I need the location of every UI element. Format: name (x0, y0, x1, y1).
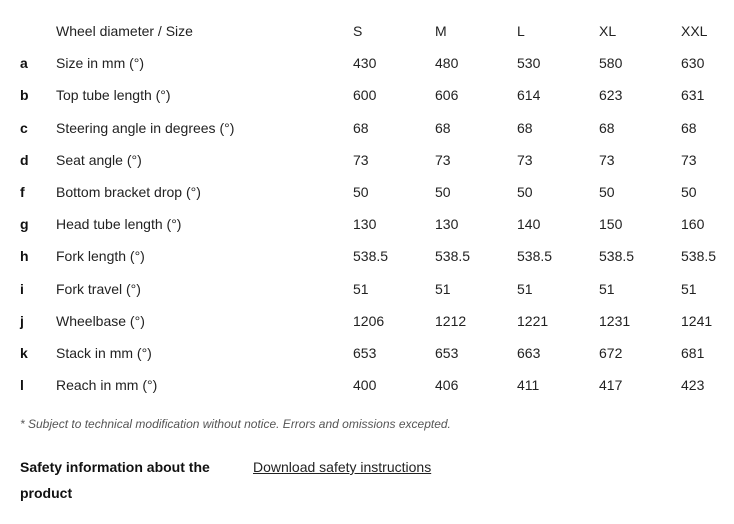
cell-xxl: 51 (681, 280, 697, 297)
cell-xl: 68 (599, 119, 615, 136)
cell-l: 411 (517, 377, 540, 394)
table-row (0, 208, 734, 240)
table-row (0, 337, 734, 369)
cell-xxl: 1241 (681, 312, 713, 329)
row-label: Top tube length (°) (56, 87, 171, 104)
cell-l: 614 (517, 87, 541, 104)
row-label: Seat angle (°) (56, 151, 142, 168)
header-size-m: M (435, 23, 447, 39)
cell-xl: 1231 (599, 312, 631, 329)
cell-m: 68 (435, 119, 451, 136)
header-size-l: L (517, 23, 525, 39)
cell-xxl: 50 (681, 183, 697, 200)
row-label: Wheelbase (°) (56, 312, 145, 329)
header-label-cell: Wheel diameter / Size (56, 23, 193, 39)
cell-s: 130 (353, 216, 377, 233)
row-label: Fork travel (°) (56, 280, 141, 297)
cell-s: 51 (353, 280, 369, 297)
table-header-row (0, 15, 734, 47)
cell-s: 50 (353, 183, 369, 200)
cell-xxl: 160 (681, 216, 705, 233)
row-letter: j (20, 312, 24, 329)
cell-l: 530 (517, 55, 541, 72)
cell-s: 653 (353, 344, 377, 361)
row-label: Stack in mm (°) (56, 344, 152, 361)
cell-xxl: 681 (681, 344, 705, 361)
cell-xxl: 538.5 (681, 248, 717, 265)
cell-xl: 417 (599, 377, 623, 394)
table-row (0, 79, 734, 111)
cell-xl: 51 (599, 280, 615, 297)
cell-m: 1212 (435, 312, 467, 329)
cell-l: 50 (517, 183, 533, 200)
table-row (0, 47, 734, 79)
cell-xl: 580 (599, 55, 623, 72)
cell-xl: 672 (599, 344, 623, 361)
cell-l: 140 (517, 216, 541, 233)
cell-s: 600 (353, 87, 377, 104)
table-row (0, 273, 734, 305)
row-letter: i (20, 280, 24, 297)
cell-xl: 150 (599, 216, 623, 233)
table-row (0, 240, 734, 272)
row-letter: h (20, 248, 29, 265)
row-label: Bottom bracket drop (°) (56, 183, 201, 200)
disclaimer-footnote: * Subject to technical modification without notice. Errors and omissions excepted. (20, 417, 451, 431)
safety-info-heading: Safety information about the product (20, 459, 210, 501)
row-letter: c (20, 119, 28, 136)
cell-s: 400 (353, 377, 377, 394)
row-letter: a (20, 55, 28, 72)
cell-l: 68 (517, 119, 533, 136)
table-row (0, 176, 734, 208)
row-label: Head tube length (°) (56, 216, 182, 233)
cell-xl: 73 (599, 151, 615, 168)
row-letter: b (20, 87, 29, 104)
cell-xxl: 423 (681, 377, 705, 394)
header-size-s: S (353, 23, 363, 39)
cell-l: 1221 (517, 312, 549, 329)
geometry-table (0, 15, 734, 401)
cell-m: 538.5 (435, 248, 471, 265)
cell-m: 50 (435, 183, 451, 200)
cell-m: 653 (435, 344, 459, 361)
cell-s: 68 (353, 119, 369, 136)
cell-m: 73 (435, 151, 451, 168)
cell-xxl: 73 (681, 151, 697, 168)
header-size-xxl: XXL (681, 23, 708, 39)
cell-l: 538.5 (517, 248, 553, 265)
cell-xl: 538.5 (599, 248, 635, 265)
cell-l: 73 (517, 151, 533, 168)
row-letter: d (20, 151, 29, 168)
cell-m: 51 (435, 280, 451, 297)
cell-m: 130 (435, 216, 459, 233)
row-label: Steering angle in degrees (°) (56, 119, 235, 136)
header-size-xl: XL (599, 23, 617, 39)
download-safety-instructions-link[interactable]: Download safety instructions (253, 459, 432, 475)
table-row (0, 112, 734, 144)
row-letter: f (20, 183, 25, 200)
cell-s: 73 (353, 151, 369, 168)
cell-m: 606 (435, 87, 459, 104)
cell-l: 663 (517, 344, 541, 361)
row-letter: l (20, 377, 24, 394)
cell-s: 430 (353, 55, 377, 72)
cell-xxl: 68 (681, 119, 697, 136)
table-row (0, 305, 734, 337)
cell-xxl: 630 (681, 55, 705, 72)
table-row (0, 369, 734, 401)
cell-m: 480 (435, 55, 459, 72)
cell-s: 538.5 (353, 248, 389, 265)
row-label: Size in mm (°) (56, 55, 145, 72)
cell-m: 406 (435, 377, 459, 394)
table-row (0, 144, 734, 176)
row-letter: k (20, 344, 28, 361)
row-letter: g (20, 216, 29, 233)
cell-l: 51 (517, 280, 533, 297)
row-label: Reach in mm (°) (56, 377, 158, 394)
cell-xl: 50 (599, 183, 615, 200)
cell-s: 1206 (353, 312, 385, 329)
cell-xxl: 631 (681, 87, 705, 104)
cell-xl: 623 (599, 87, 623, 104)
row-label: Fork length (°) (56, 248, 145, 265)
